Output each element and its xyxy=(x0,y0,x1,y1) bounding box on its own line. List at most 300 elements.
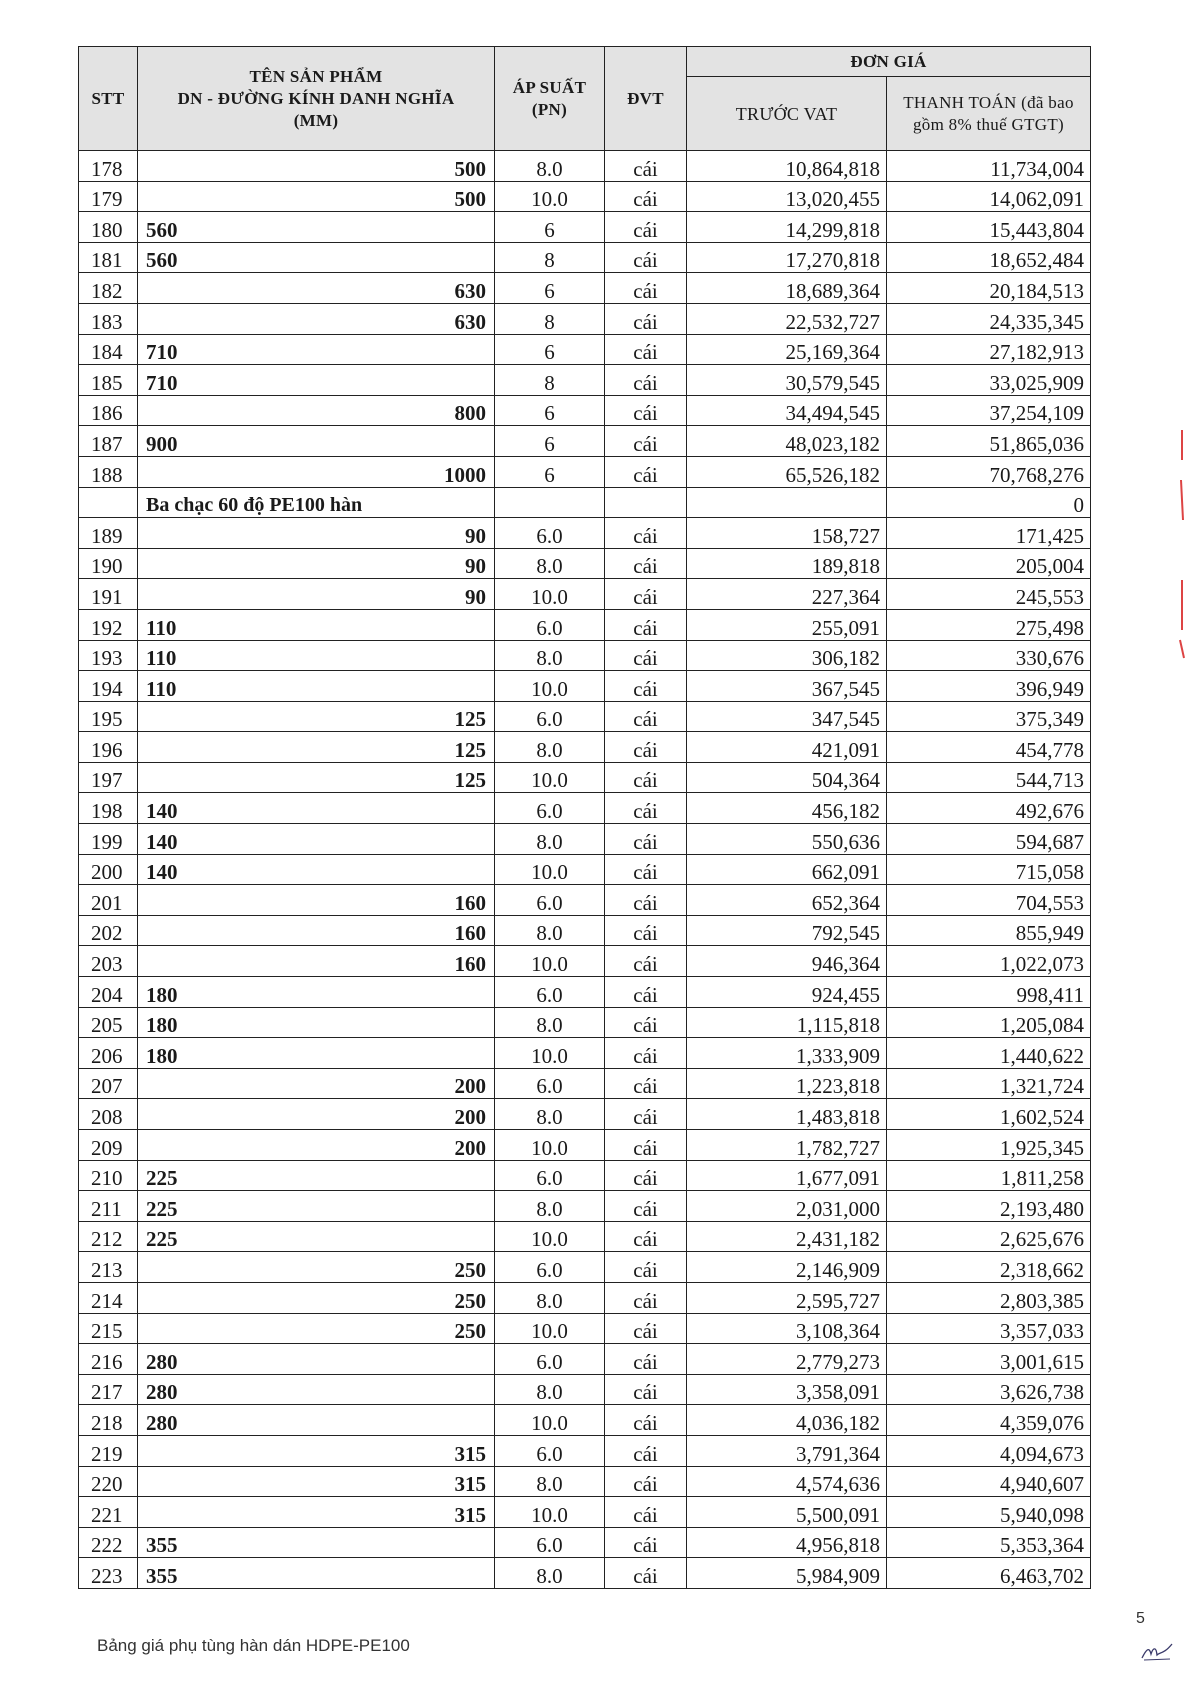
row-price-before-vat: 5,984,909 xyxy=(687,1558,887,1589)
table-row xyxy=(79,732,1091,763)
row-pressure: 8.0 xyxy=(495,1558,605,1589)
row-stt: 189 xyxy=(79,518,138,549)
row-pressure: 8 xyxy=(495,242,605,273)
row-product-size: 90 xyxy=(138,579,495,610)
header-unit-price: ĐƠN GIÁ xyxy=(687,47,1091,77)
row-product-size: 90 xyxy=(138,518,495,549)
row-product-size: 90 xyxy=(138,548,495,579)
row-stt: 204 xyxy=(79,977,138,1008)
row-pressure: 6.0 xyxy=(495,1435,605,1466)
table-row xyxy=(79,303,1091,334)
row-unit: cái xyxy=(605,946,687,977)
table-row xyxy=(79,334,1091,365)
row-price-incl-vat: 275,498 xyxy=(887,609,1091,640)
row-product-size: 180 xyxy=(138,977,495,1008)
row-price-before-vat: 13,020,455 xyxy=(687,181,887,212)
row-price-before-vat: 1,223,818 xyxy=(687,1068,887,1099)
row-stt: 219 xyxy=(79,1435,138,1466)
row-price-incl-vat: 3,001,615 xyxy=(887,1344,1091,1375)
header-unit: ĐVT xyxy=(605,47,687,151)
row-price-incl-vat: 855,949 xyxy=(887,915,1091,946)
row-product-size: 225 xyxy=(138,1191,495,1222)
row-price-before-vat: 158,727 xyxy=(687,518,887,549)
row-stt: 201 xyxy=(79,885,138,916)
row-price-incl-vat: 3,357,033 xyxy=(887,1313,1091,1344)
row-product-size: 250 xyxy=(138,1313,495,1344)
row-unit: cái xyxy=(605,181,687,212)
row-pressure: 8.0 xyxy=(495,1007,605,1038)
row-price-incl-vat: 27,182,913 xyxy=(887,334,1091,365)
table-row xyxy=(79,640,1091,671)
row-pressure: 6 xyxy=(495,334,605,365)
row-unit: cái xyxy=(605,548,687,579)
row-pressure: 6 xyxy=(495,426,605,457)
table-row xyxy=(79,793,1091,824)
row-unit: cái xyxy=(605,854,687,885)
row-price-incl-vat: 1,440,622 xyxy=(887,1038,1091,1069)
row-price-before-vat: 30,579,545 xyxy=(687,365,887,396)
row-stt: 220 xyxy=(79,1466,138,1497)
row-price-incl-vat: 5,353,364 xyxy=(887,1527,1091,1558)
row-unit: cái xyxy=(605,1282,687,1313)
row-pressure: 8.0 xyxy=(495,640,605,671)
row-price-incl-vat: 4,359,076 xyxy=(887,1405,1091,1436)
row-product-size: 200 xyxy=(138,1068,495,1099)
row-price-before-vat: 1,677,091 xyxy=(687,1160,887,1191)
row-price-before-vat: 2,146,909 xyxy=(687,1252,887,1283)
row-unit: cái xyxy=(605,273,687,304)
row-product-size: 710 xyxy=(138,365,495,396)
row-price-incl-vat: 33,025,909 xyxy=(887,365,1091,396)
row-unit: cái xyxy=(605,1160,687,1191)
row-price-incl-vat: 3,626,738 xyxy=(887,1374,1091,1405)
row-product-size: 315 xyxy=(138,1435,495,1466)
row-price-before-vat: 22,532,727 xyxy=(687,303,887,334)
row-price-incl-vat: 70,768,276 xyxy=(887,456,1091,487)
row-product-size: 1000 xyxy=(138,456,495,487)
row-pressure: 6 xyxy=(495,456,605,487)
row-pressure: 10.0 xyxy=(495,946,605,977)
row-pressure: 6.0 xyxy=(495,977,605,1008)
row-price-before-vat: 347,545 xyxy=(687,701,887,732)
table-row xyxy=(79,762,1091,793)
row-pressure: 10.0 xyxy=(495,1130,605,1161)
row-price-incl-vat: 51,865,036 xyxy=(887,426,1091,457)
row-price-before-vat: 1,115,818 xyxy=(687,1007,887,1038)
row-pressure: 10.0 xyxy=(495,1221,605,1252)
row-stt: 195 xyxy=(79,701,138,732)
row-unit: cái xyxy=(605,1252,687,1283)
row-price-before-vat: 25,169,364 xyxy=(687,334,887,365)
row-product-size: 200 xyxy=(138,1130,495,1161)
row-price-incl-vat: 37,254,109 xyxy=(887,395,1091,426)
header-product-name: TÊN SẢN PHẨM DN - ĐƯỜNG KÍNH DANH NGHĨA (MM) xyxy=(138,47,495,151)
table-row xyxy=(79,1466,1091,1497)
table-row xyxy=(79,1068,1091,1099)
row-price-before-vat: 227,364 xyxy=(687,579,887,610)
row-stt: 182 xyxy=(79,273,138,304)
row-price-before-vat: 10,864,818 xyxy=(687,151,887,182)
row-price-before-vat: 65,526,182 xyxy=(687,456,887,487)
row-product-size: 180 xyxy=(138,1007,495,1038)
row-product-size: 180 xyxy=(138,1038,495,1069)
row-unit: cái xyxy=(605,1313,687,1344)
table-row xyxy=(79,518,1091,549)
row-unit: cái xyxy=(605,518,687,549)
row-price-incl-vat: 1,205,084 xyxy=(887,1007,1091,1038)
row-price-before-vat: 48,023,182 xyxy=(687,426,887,457)
footer-title: Bảng giá phụ tùng hàn dán HDPE-PE100 xyxy=(97,1636,410,1655)
table-row xyxy=(79,1313,1091,1344)
row-unit: cái xyxy=(605,977,687,1008)
row-product-size: 140 xyxy=(138,824,495,855)
row-price-incl-vat: 24,335,345 xyxy=(887,303,1091,334)
row-price-incl-vat: 6,463,702 xyxy=(887,1558,1091,1589)
row-unit: cái xyxy=(605,1558,687,1589)
row-unit: cái xyxy=(605,212,687,243)
row-stt: 211 xyxy=(79,1191,138,1222)
row-pressure: 8.0 xyxy=(495,1466,605,1497)
table-row xyxy=(79,885,1091,916)
row-pressure: 8.0 xyxy=(495,151,605,182)
row-unit: cái xyxy=(605,1435,687,1466)
row-price-incl-vat: 18,652,484 xyxy=(887,242,1091,273)
row-stt: 221 xyxy=(79,1497,138,1528)
row-price-incl-vat: 2,625,676 xyxy=(887,1221,1091,1252)
row-unit: cái xyxy=(605,732,687,763)
handwritten-initials-mark xyxy=(1140,1640,1174,1662)
row-stt: 223 xyxy=(79,1558,138,1589)
row-price-before-vat: 189,818 xyxy=(687,548,887,579)
row-price-before-vat: 2,031,000 xyxy=(687,1191,887,1222)
row-pressure: 6 xyxy=(495,273,605,304)
row-product-size: 110 xyxy=(138,609,495,640)
row-unit: cái xyxy=(605,824,687,855)
row-stt: 191 xyxy=(79,579,138,610)
table-row xyxy=(79,1344,1091,1375)
row-pressure: 6.0 xyxy=(495,1527,605,1558)
row-unit xyxy=(605,487,687,518)
row-price-before-vat: 4,956,818 xyxy=(687,1527,887,1558)
row-price-incl-vat: 5,940,098 xyxy=(887,1497,1091,1528)
row-stt: 194 xyxy=(79,671,138,702)
row-price-before-vat: 4,036,182 xyxy=(687,1405,887,1436)
row-product-size: 560 xyxy=(138,242,495,273)
row-product-size: 140 xyxy=(138,793,495,824)
row-stt: 180 xyxy=(79,212,138,243)
row-price-incl-vat: 2,803,385 xyxy=(887,1282,1091,1313)
row-price-before-vat: 5,500,091 xyxy=(687,1497,887,1528)
table-row xyxy=(79,1405,1091,1436)
row-pressure: 8.0 xyxy=(495,1191,605,1222)
header-before-vat: TRƯỚC VAT xyxy=(687,77,887,151)
row-stt: 200 xyxy=(79,854,138,885)
row-stt: 188 xyxy=(79,456,138,487)
row-price-before-vat: 306,182 xyxy=(687,640,887,671)
table-row xyxy=(79,915,1091,946)
row-product-size: 250 xyxy=(138,1252,495,1283)
row-unit: cái xyxy=(605,242,687,273)
row-price-incl-vat: 396,949 xyxy=(887,671,1091,702)
row-price-incl-vat: 492,676 xyxy=(887,793,1091,824)
row-unit: cái xyxy=(605,609,687,640)
row-product-size: 355 xyxy=(138,1527,495,1558)
row-price-before-vat: 4,574,636 xyxy=(687,1466,887,1497)
row-stt: 181 xyxy=(79,242,138,273)
row-price-incl-vat: 171,425 xyxy=(887,518,1091,549)
table-row xyxy=(79,1282,1091,1313)
row-price-incl-vat: 2,193,480 xyxy=(887,1191,1091,1222)
row-product-size: 125 xyxy=(138,701,495,732)
row-stt: 214 xyxy=(79,1282,138,1313)
row-product-size: 500 xyxy=(138,181,495,212)
row-unit: cái xyxy=(605,456,687,487)
row-unit: cái xyxy=(605,1099,687,1130)
row-product-size: 900 xyxy=(138,426,495,457)
row-stt: 203 xyxy=(79,946,138,977)
row-pressure xyxy=(495,487,605,518)
header-stt: STT xyxy=(79,47,138,151)
row-stt: 205 xyxy=(79,1007,138,1038)
row-stt: 215 xyxy=(79,1313,138,1344)
table-row xyxy=(79,426,1091,457)
table-row xyxy=(79,273,1091,304)
row-price-before-vat: 3,108,364 xyxy=(687,1313,887,1344)
row-unit: cái xyxy=(605,303,687,334)
table-row xyxy=(79,395,1091,426)
price-table xyxy=(78,46,1091,1589)
table-row xyxy=(79,977,1091,1008)
row-pressure: 10.0 xyxy=(495,1405,605,1436)
row-pressure: 8.0 xyxy=(495,1099,605,1130)
row-price-before-vat: 1,333,909 xyxy=(687,1038,887,1069)
row-unit: cái xyxy=(605,1007,687,1038)
table-row xyxy=(79,1497,1091,1528)
row-stt: 193 xyxy=(79,640,138,671)
row-unit: cái xyxy=(605,915,687,946)
row-stt: 199 xyxy=(79,824,138,855)
row-pressure: 8.0 xyxy=(495,1374,605,1405)
row-price-before-vat: 504,364 xyxy=(687,762,887,793)
row-price-incl-vat: 1,811,258 xyxy=(887,1160,1091,1191)
row-unit: cái xyxy=(605,1191,687,1222)
row-pressure: 10.0 xyxy=(495,579,605,610)
table-row xyxy=(79,1160,1091,1191)
table-row xyxy=(79,671,1091,702)
row-pressure: 10.0 xyxy=(495,181,605,212)
row-product-size: 630 xyxy=(138,273,495,304)
row-pressure: 10.0 xyxy=(495,762,605,793)
row-stt: 218 xyxy=(79,1405,138,1436)
row-pressure: 6.0 xyxy=(495,793,605,824)
row-price-before-vat: 456,182 xyxy=(687,793,887,824)
row-unit: cái xyxy=(605,151,687,182)
table-row xyxy=(79,548,1091,579)
row-price-incl-vat: 245,553 xyxy=(887,579,1091,610)
row-price-incl-vat: 375,349 xyxy=(887,701,1091,732)
table-row xyxy=(79,1099,1091,1130)
row-product-size: 355 xyxy=(138,1558,495,1589)
row-product-size: 280 xyxy=(138,1405,495,1436)
row-price-before-vat: 924,455 xyxy=(687,977,887,1008)
row-price-incl-vat: 454,778 xyxy=(887,732,1091,763)
row-stt: 185 xyxy=(79,365,138,396)
table-row xyxy=(79,1221,1091,1252)
row-product-size: 560 xyxy=(138,212,495,243)
table-row xyxy=(79,151,1091,182)
row-unit: cái xyxy=(605,1344,687,1375)
row-pressure: 10.0 xyxy=(495,1497,605,1528)
row-pressure: 6 xyxy=(495,395,605,426)
table-row xyxy=(79,579,1091,610)
row-product-size: 200 xyxy=(138,1099,495,1130)
row-stt: 212 xyxy=(79,1221,138,1252)
row-price-before-vat: 792,545 xyxy=(687,915,887,946)
row-unit: cái xyxy=(605,640,687,671)
row-unit: cái xyxy=(605,426,687,457)
table-row xyxy=(79,212,1091,243)
table-row xyxy=(79,1374,1091,1405)
row-unit: cái xyxy=(605,1221,687,1252)
row-stt: 179 xyxy=(79,181,138,212)
row-pressure: 8.0 xyxy=(495,732,605,763)
row-stt: 210 xyxy=(79,1160,138,1191)
row-price-before-vat: 18,689,364 xyxy=(687,273,887,304)
row-price-before-vat: 2,779,273 xyxy=(687,1344,887,1375)
row-price-incl-vat: 715,058 xyxy=(887,854,1091,885)
row-price-incl-vat: 594,687 xyxy=(887,824,1091,855)
row-product-size: 160 xyxy=(138,946,495,977)
row-pressure: 6.0 xyxy=(495,885,605,916)
row-price-incl-vat: 998,411 xyxy=(887,977,1091,1008)
row-pressure: 6.0 xyxy=(495,518,605,549)
row-product-size: 125 xyxy=(138,762,495,793)
table-row xyxy=(79,487,1091,518)
row-product-size: 225 xyxy=(138,1221,495,1252)
row-stt: 207 xyxy=(79,1068,138,1099)
row-price-before-vat: 421,091 xyxy=(687,732,887,763)
row-stt: 208 xyxy=(79,1099,138,1130)
page-number: 5 xyxy=(1136,1610,1145,1627)
row-product-size: 315 xyxy=(138,1497,495,1528)
row-product-size: 140 xyxy=(138,854,495,885)
row-price-before-vat: 367,545 xyxy=(687,671,887,702)
row-price-before-vat: 2,595,727 xyxy=(687,1282,887,1313)
table-row xyxy=(79,365,1091,396)
row-unit: cái xyxy=(605,1497,687,1528)
row-unit: cái xyxy=(605,1466,687,1497)
row-pressure: 8.0 xyxy=(495,1282,605,1313)
table-row xyxy=(79,824,1091,855)
row-pressure: 10.0 xyxy=(495,1038,605,1069)
table-row xyxy=(79,1252,1091,1283)
table-row xyxy=(79,1191,1091,1222)
row-price-before-vat: 17,270,818 xyxy=(687,242,887,273)
row-unit: cái xyxy=(605,1527,687,1558)
row-pressure: 6 xyxy=(495,212,605,243)
row-stt: 198 xyxy=(79,793,138,824)
table-row xyxy=(79,854,1091,885)
row-pressure: 6.0 xyxy=(495,701,605,732)
row-price-before-vat xyxy=(687,487,887,518)
row-unit: cái xyxy=(605,671,687,702)
row-unit: cái xyxy=(605,793,687,824)
row-stt: 197 xyxy=(79,762,138,793)
row-pressure: 10.0 xyxy=(495,671,605,702)
row-stt: 196 xyxy=(79,732,138,763)
row-pressure: 10.0 xyxy=(495,854,605,885)
row-price-before-vat: 2,431,182 xyxy=(687,1221,887,1252)
row-stt: 209 xyxy=(79,1130,138,1161)
row-price-incl-vat: 14,062,091 xyxy=(887,181,1091,212)
table-header xyxy=(79,47,1091,151)
row-product-size: 630 xyxy=(138,303,495,334)
row-unit: cái xyxy=(605,885,687,916)
row-unit: cái xyxy=(605,334,687,365)
row-stt: 178 xyxy=(79,151,138,182)
row-stt: 206 xyxy=(79,1038,138,1069)
row-price-before-vat: 662,091 xyxy=(687,854,887,885)
row-price-incl-vat: 0 xyxy=(887,487,1091,518)
row-pressure: 8 xyxy=(495,303,605,334)
row-stt: 184 xyxy=(79,334,138,365)
row-product-size: 800 xyxy=(138,395,495,426)
row-price-before-vat: 1,782,727 xyxy=(687,1130,887,1161)
row-product-size: 160 xyxy=(138,915,495,946)
row-pressure: 6.0 xyxy=(495,1344,605,1375)
row-price-incl-vat: 4,940,607 xyxy=(887,1466,1091,1497)
row-stt: 216 xyxy=(79,1344,138,1375)
row-unit: cái xyxy=(605,365,687,396)
row-price-incl-vat: 15,443,804 xyxy=(887,212,1091,243)
row-product-size: 280 xyxy=(138,1344,495,1375)
row-pressure: 8.0 xyxy=(495,824,605,855)
table-row xyxy=(79,1435,1091,1466)
row-pressure: 6.0 xyxy=(495,1068,605,1099)
header-payment-incl-vat: THANH TOÁN (đã bao gồm 8% thuế GTGT) xyxy=(887,77,1091,151)
row-stt: 187 xyxy=(79,426,138,457)
row-price-incl-vat: 330,676 xyxy=(887,640,1091,671)
row-stt xyxy=(79,487,138,518)
table-row xyxy=(79,1558,1091,1589)
row-price-before-vat: 34,494,545 xyxy=(687,395,887,426)
row-stt: 202 xyxy=(79,915,138,946)
row-stt: 190 xyxy=(79,548,138,579)
table-row xyxy=(79,1038,1091,1069)
row-price-before-vat: 14,299,818 xyxy=(687,212,887,243)
table-row xyxy=(79,1007,1091,1038)
row-product-size: 225 xyxy=(138,1160,495,1191)
row-product-size: 280 xyxy=(138,1374,495,1405)
header-pressure: ÁP SUẤT (PN) xyxy=(495,47,605,151)
row-pressure: 8 xyxy=(495,365,605,396)
row-price-before-vat: 3,358,091 xyxy=(687,1374,887,1405)
row-price-before-vat: 652,364 xyxy=(687,885,887,916)
row-pressure: 6.0 xyxy=(495,1252,605,1283)
table-row xyxy=(79,1130,1091,1161)
table-body xyxy=(79,151,1091,1589)
row-price-incl-vat: 704,553 xyxy=(887,885,1091,916)
row-price-incl-vat: 1,321,724 xyxy=(887,1068,1091,1099)
row-product-size: 110 xyxy=(138,671,495,702)
row-stt: 183 xyxy=(79,303,138,334)
row-stt: 217 xyxy=(79,1374,138,1405)
row-unit: cái xyxy=(605,1038,687,1069)
row-unit: cái xyxy=(605,701,687,732)
row-product-size: 710 xyxy=(138,334,495,365)
row-stt: 192 xyxy=(79,609,138,640)
row-product-size: 315 xyxy=(138,1466,495,1497)
